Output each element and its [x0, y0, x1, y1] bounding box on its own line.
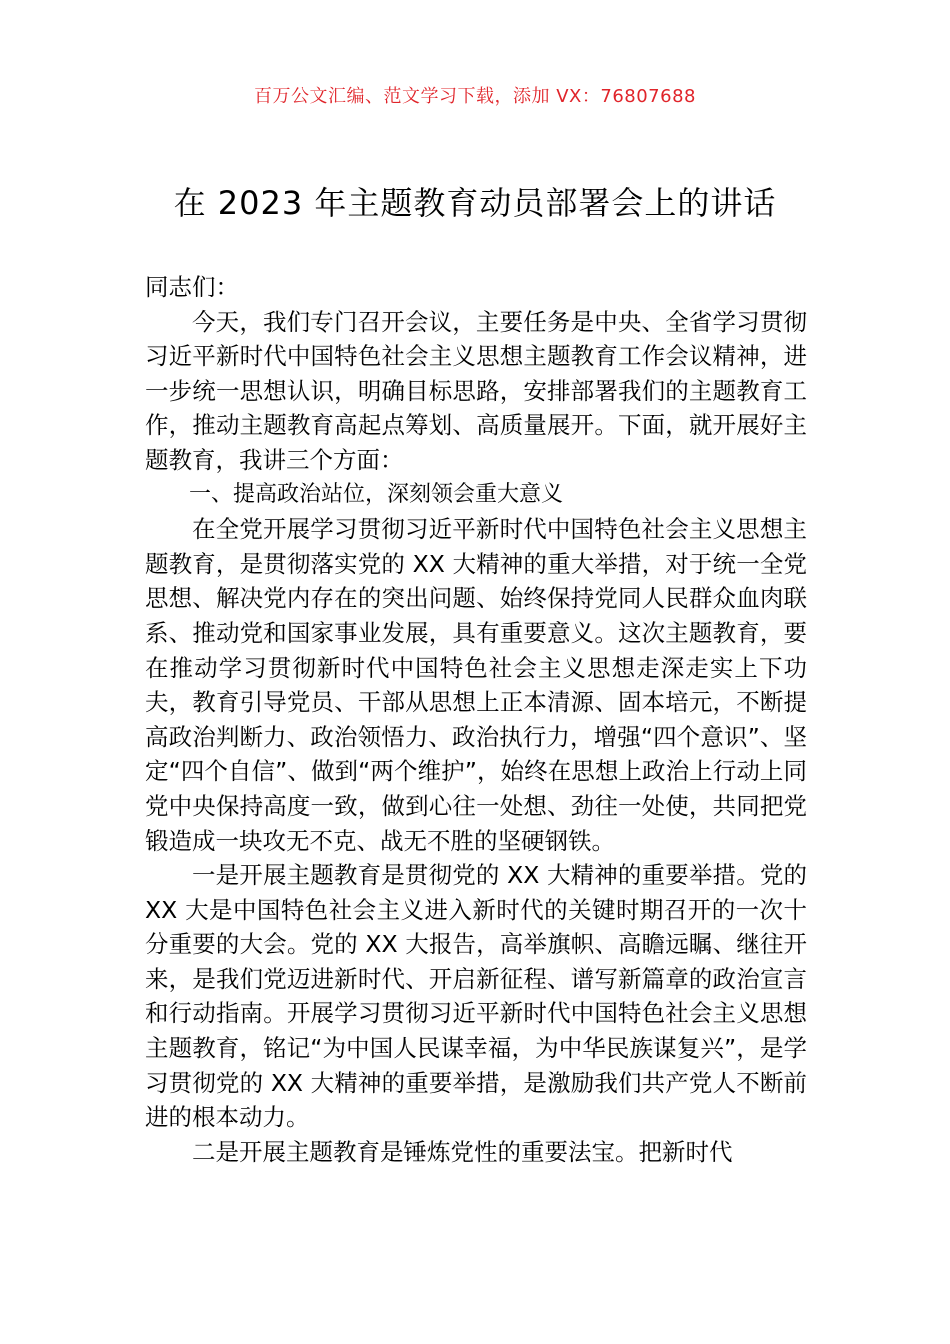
paragraph-significance: 在全党开展学习贯彻习近平新时代中国特色社会主义思想主题教育，是贯彻落实党的 XX 大精神的重大举措，对于统一全党思想、解决党内存在的突出问题、始终保持党同人民群众血肉联系、推动党和国家事业发展，具有重要意义。这次主题教育，要在推动学习贯彻新时代中国特色社会主义思想走深走实上下功夫，教育引导党员、干部从思想上正本清源、固本培元，不断提高政治判断力、政治领悟力、政治执行力，增强“四个意识”、坚定“四个自信”、做到“两个维护”，始终在思想上政治上行动上同党中央保持高度一致，做到心往一处想、劲往一处使，共同把党锻造成一块攻无不克、战无不胜的坚硬钢铁。 — [145, 515, 807, 855]
paragraph-intro: 今天，我们专门召开会议，主要任务是中央、全省学习贯彻习近平新时代中国特色社会主义思想主题教育工作会议精神，进一步统一思想认识，明确目标思路，安排部署我们的主题教育工作，推动主题教育高起点筹划、高质量展开。下面，就开展好主题教育，我讲三个方面： — [145, 307, 807, 474]
document-body — [145, 270, 807, 1169]
paragraph-point-1: 一是开展主题教育是贯彻党的 XX 大精神的重要举措。党的 XX 大是中国特色社会主义进入新时代的关键时期召开的一次十分重要的大会。党的 XX 大报告，高举旗帜、高瞻远瞩、继往开来，是我们党迈进新时代、开启新征程、谱写新篇章的政治宣言和行动指南。开展学习贯彻习近平新时代中国特色社会主义思想主题教育，铭记“为中国人民谋幸福，为中华民族谋复兴”，是学习贯彻党的 XX 大精神的重要举措，是激励我们共产党人不断前进的根本动力。 — [145, 861, 807, 1132]
document-title: 在 2023 年主题教育动员部署会上的讲话 — [173, 184, 777, 222]
salutation: 同志们： — [145, 273, 239, 301]
paragraph-point-2: 二是开展主题教育是锤炼党性的重要法宝。把新时代 — [192, 1137, 733, 1166]
section-heading-1: 一、提高政治站位，深刻领会重大意义 — [189, 481, 564, 507]
watermark-header-note: 百万公文汇编、范文学习下载，添加 VX：76807688 — [254, 86, 696, 107]
